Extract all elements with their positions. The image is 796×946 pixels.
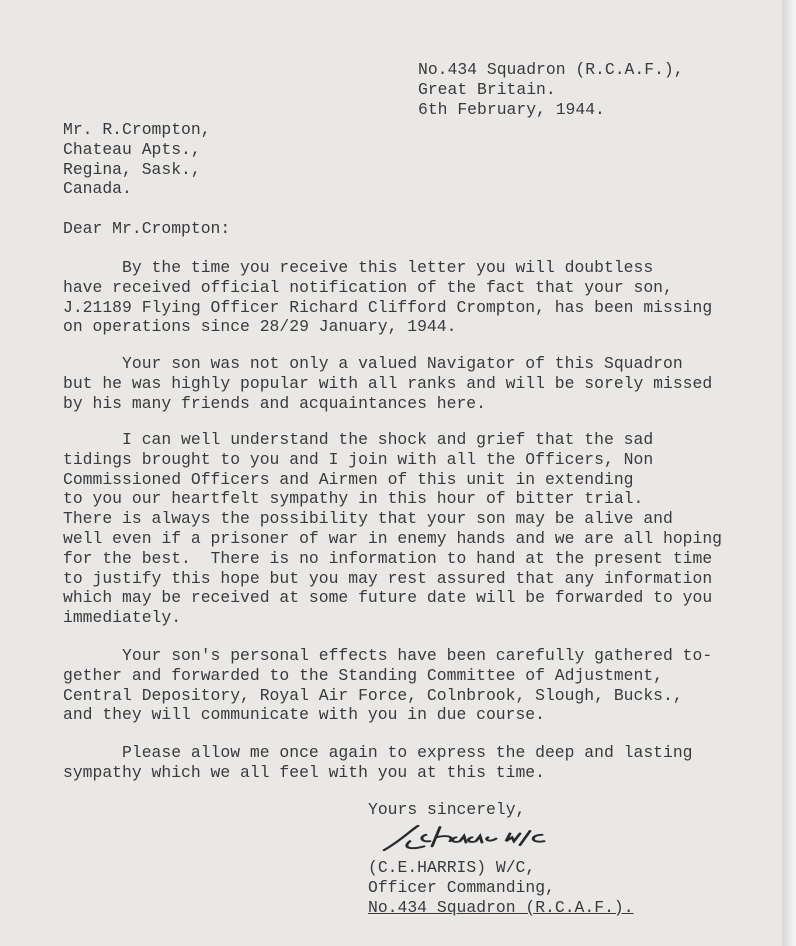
text-line: to justify this hope but you may rest assured that any information	[63, 568, 713, 588]
text-line: gether and forwarded to the Standing Committee of Adjustment,	[63, 665, 663, 685]
paragraph-2	[63, 354, 712, 413]
page-edge	[782, 0, 796, 946]
salutation: Dear Mr.Crompton:	[63, 219, 231, 238]
text-line: I can well understand the shock and grief that the sad	[63, 430, 654, 449]
paragraph-1	[63, 258, 712, 337]
text-line: Please allow me once again to express the deep and lasting	[63, 743, 693, 762]
text-line: have received official notification of the fact that your son,	[63, 277, 673, 297]
text-line: Your son's personal effects have been carefully gathered to-	[63, 646, 713, 665]
text-line: tidings brought to you and I join with all the Officers, Non	[63, 449, 654, 469]
paragraph-3	[63, 430, 722, 628]
text-line: Your son was not only a valued Navigator of this Squadron	[63, 354, 683, 373]
letter-date: 6th February, 1944.	[418, 99, 605, 119]
signatory-title: Officer Commanding,	[368, 877, 555, 897]
address-line: Regina, Sask.,	[63, 159, 201, 179]
text-line: by his many friends and acquaintances here.	[63, 393, 486, 413]
address-line: Chateau Apts.,	[63, 139, 201, 159]
text-line: Central Depository, Royal Air Force, Colnbrook, Slough, Bucks.,	[63, 685, 683, 705]
text-line: well even if a prisoner of war in enemy hands and we are all hoping	[63, 528, 723, 548]
signatory-block	[368, 858, 634, 917]
signatory-name: (C.E.HARRIS) W/C,	[368, 858, 536, 877]
text-line: By the time you receive this letter you will doubtless	[63, 258, 654, 277]
recipient-address	[63, 120, 211, 199]
closing: Yours sincerely,	[368, 800, 526, 819]
text-line: sympathy which we all feel with you at this time.	[63, 762, 545, 782]
letterhead-line: No.434 Squadron (R.C.A.F.),	[418, 60, 684, 79]
text-line: and they will communicate with you in due course.	[63, 705, 545, 725]
text-line: immediately.	[63, 608, 182, 628]
address-line: Mr. R.Crompton,	[63, 120, 211, 139]
text-line: to you our heartfelt sympathy in this hour of bitter trial.	[63, 489, 644, 509]
text-line: on operations since 28/29 January, 1944.	[63, 317, 457, 337]
letterhead-line: Great Britain.	[418, 79, 556, 99]
text-line: which may be received at some future date will be forwarded to you	[63, 588, 713, 608]
text-line: for the best. There is no information to hand at the present time	[63, 548, 713, 568]
text-line: but he was highly popular with all ranks and will be sorely missed	[63, 373, 713, 393]
text-line: There is always the possibility that your son may be alive and	[63, 509, 673, 529]
handwritten-signature	[380, 822, 610, 854]
paragraph-5	[63, 743, 693, 783]
address-line: Canada.	[63, 179, 132, 199]
letterhead	[418, 60, 684, 119]
text-line: Commissioned Officers and Airmen of this unit in extending	[63, 469, 634, 489]
signatory-unit: No.434 Squadron (R.C.A.F.).	[368, 897, 634, 917]
text-line: J.21189 Flying Officer Richard Clifford Crompton, has been missing	[63, 297, 713, 317]
paragraph-4	[63, 646, 712, 725]
